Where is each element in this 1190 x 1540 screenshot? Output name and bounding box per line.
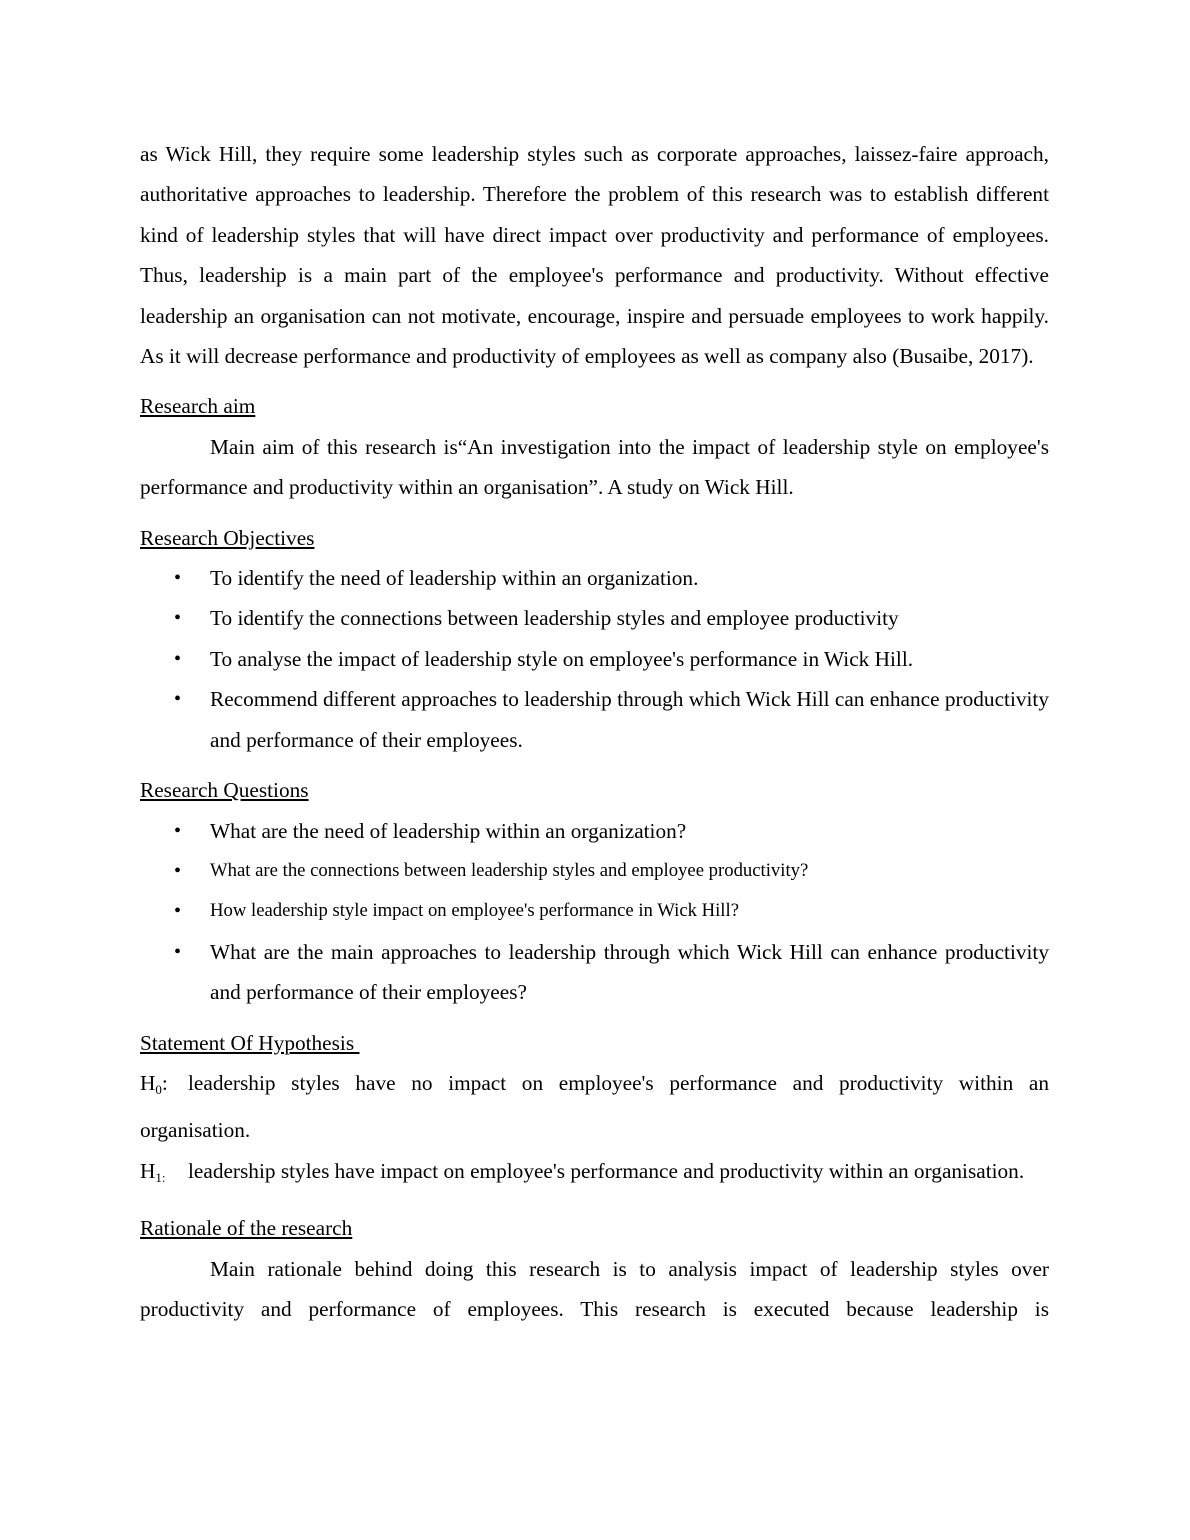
hypothesis-h0 — [140, 1063, 1049, 1151]
bullet-icon: • — [174, 607, 182, 630]
list-item — [140, 811, 1049, 851]
research-objectives-list — [140, 558, 1049, 760]
research-objectives-heading: Research Objectives — [140, 525, 315, 550]
research-questions-heading: Research Questions — [140, 778, 309, 803]
h1-subscript: 1: — [155, 1169, 166, 1185]
h0-label — [140, 1063, 188, 1110]
bullet-icon: • — [174, 859, 182, 882]
bullet-icon: • — [174, 688, 182, 711]
h0-base: H — [140, 1070, 156, 1095]
bullet-icon: • — [174, 900, 182, 923]
research-questions-list — [140, 811, 1049, 1013]
research-aim-text: Main aim of this research is“An investigation into the impact of leadership style on employee's performance and productivity within an organisation”. A study on Wick Hill. — [140, 434, 1049, 500]
question-text: What are the connections between leadership styles and employee productivity? — [210, 859, 809, 881]
hypothesis-heading: Statement Of Hypothesis — [140, 1030, 360, 1055]
list-item — [140, 598, 1049, 638]
list-item — [140, 851, 1049, 891]
objective-text: To analyse the impact of leadership style on employee's performance in Wick Hill. — [210, 646, 914, 671]
question-text: How leadership style impact on employee's performance in Wick Hill? — [210, 900, 739, 922]
h0-colon: : — [161, 1070, 168, 1095]
rationale-heading: Rationale of the research — [140, 1216, 353, 1241]
h0-subscript: 0 — [155, 1081, 162, 1097]
research-aim-heading: Research aim — [140, 394, 256, 419]
question-text: What are the need of leadership within an organization? — [210, 818, 687, 843]
bullet-icon: • — [174, 647, 182, 670]
h1-label — [140, 1151, 188, 1198]
question-text: What are the main approaches to leadership through which Wick Hill can enhance productivity and performance of their employees? — [210, 939, 1049, 1005]
bullet-icon: • — [174, 940, 182, 963]
list-item — [140, 891, 1049, 931]
list-item — [140, 639, 1049, 679]
hypothesis-h1 — [140, 1151, 1049, 1198]
intro-paragraph: as Wick Hill, they require some leadership styles such as corporate approaches, laissez-faire approach, authoritative approaches to leadership. Therefore the problem of this research was to establish different kind of leadership styles that will have direct impact over productivity and performance of employees. Thus, leadership is a main part of the employee's performance and productivity. Without effective leadership an organisation can not motivate, encourage, inspire and persuade employees to work happily. As it will decrease performance and productivity of employees as well as company also (Busaibe, 2017). — [140, 142, 1049, 369]
bullet-icon: • — [174, 819, 182, 842]
rationale-text: Main rationale behind doing this research is to analysis impact of leadership styles over productivity and performance of employees. This research is executed because leadership is — [140, 1256, 1049, 1321]
h1-text: leadership styles have impact on employee's performance and productivity within an organisation. — [188, 1158, 1025, 1183]
list-item — [140, 679, 1049, 760]
h1-base: H — [140, 1158, 156, 1183]
objective-text: To identify the connections between leadership styles and employee productivity — [210, 606, 899, 631]
h0-text: leadership styles have no impact on employee's performance and productivity within an organisation. — [140, 1070, 1049, 1143]
list-item — [140, 558, 1049, 598]
document-body — [140, 134, 1049, 1329]
objective-text: To identify the need of leadership within an organization. — [210, 566, 699, 591]
objective-text: Recommend different approaches to leadership through which Wick Hill can enhance productivity and performance of their employees. — [210, 687, 1049, 752]
list-item — [140, 932, 1049, 1013]
bullet-icon: • — [174, 567, 182, 590]
